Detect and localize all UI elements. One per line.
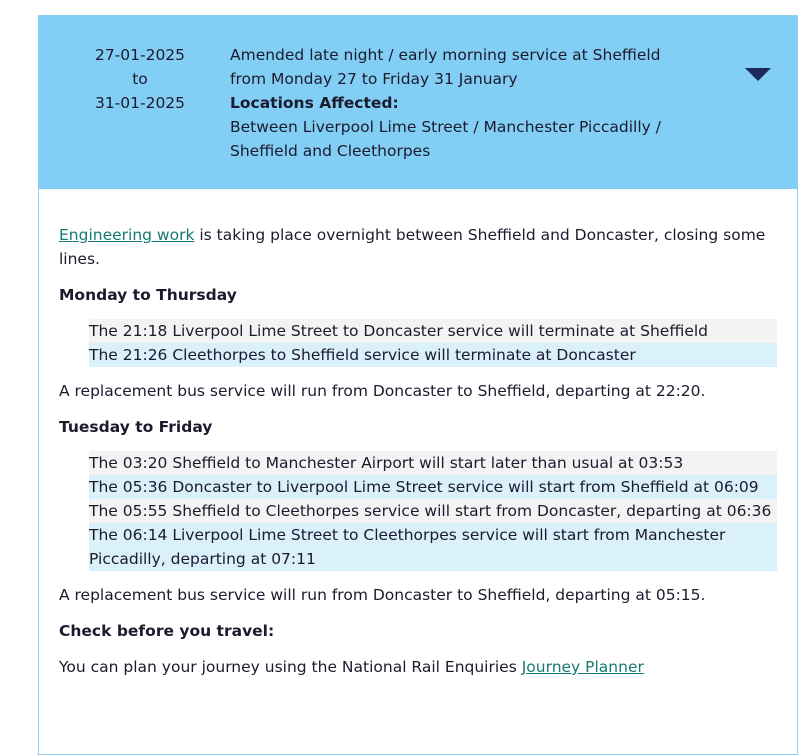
service-list-tue-fri: [89, 451, 777, 571]
list-item: The 05:55 Sheffield to Cleethorpes service will start from Doncaster, departing at 06:36: [89, 499, 777, 523]
bus-info-tue-fri: A replacement bus service will run from Doncaster to Sheffield, departing at 05:15.: [59, 586, 706, 604]
list-item: The 06:14 Liverpool Lime Street to Cleethorpes service will start from Manchester Piccadilly, departing at 07:11: [89, 523, 777, 571]
plan-paragraph: [59, 655, 777, 679]
section-heading-mon-thu: Monday to Thursday: [59, 286, 237, 304]
locations-line-2: Sheffield and Cleethorpes: [230, 142, 431, 160]
intro-text: is taking place overnight between Sheffield and Doncaster, closing some lines.: [59, 226, 766, 268]
locations-label: Locations Affected:: [230, 94, 399, 112]
disruption-card: [38, 15, 798, 755]
date-to: 31-01-2025: [94, 94, 186, 112]
title-line-1: Amended late night / early morning service at Sheffield: [230, 46, 661, 64]
section-heading-tue-fri: Tuesday to Friday: [59, 418, 213, 436]
date-from: 27-01-2025: [94, 46, 186, 64]
check-heading: Check before you travel:: [59, 622, 275, 640]
engineering-work-link[interactable]: Engineering work: [59, 226, 195, 244]
disruption-summary: [230, 43, 700, 163]
disruption-details: [39, 189, 797, 679]
list-item: The 21:26 Cleethorpes to Sheffield service will terminate at Doncaster: [89, 343, 777, 367]
plan-text: You can plan your journey using the National Rail Enquiries: [59, 658, 522, 676]
intro-paragraph: [59, 223, 777, 271]
service-list-mon-thu: [89, 319, 777, 367]
chevron-down-icon[interactable]: [745, 68, 771, 84]
locations-line-1: Between Liverpool Lime Street / Manchester Piccadilly /: [230, 118, 661, 136]
date-to-word: to: [132, 70, 148, 88]
journey-planner-link[interactable]: Journey Planner: [521, 658, 644, 676]
list-item: The 21:18 Liverpool Lime Street to Doncaster service will terminate at Sheffield: [89, 319, 777, 343]
list-item: The 03:20 Sheffield to Manchester Airport will start later than usual at 03:53: [89, 451, 777, 475]
date-range: [85, 43, 195, 115]
bus-info-mon-thu: A replacement bus service will run from Doncaster to Sheffield, departing at 22:20.: [59, 382, 706, 400]
list-item: The 05:36 Doncaster to Liverpool Lime Street service will start from Sheffield at 06:09: [89, 475, 777, 499]
title-line-2: from Monday 27 to Friday 31 January: [230, 70, 518, 88]
disruption-header[interactable]: [39, 16, 797, 189]
